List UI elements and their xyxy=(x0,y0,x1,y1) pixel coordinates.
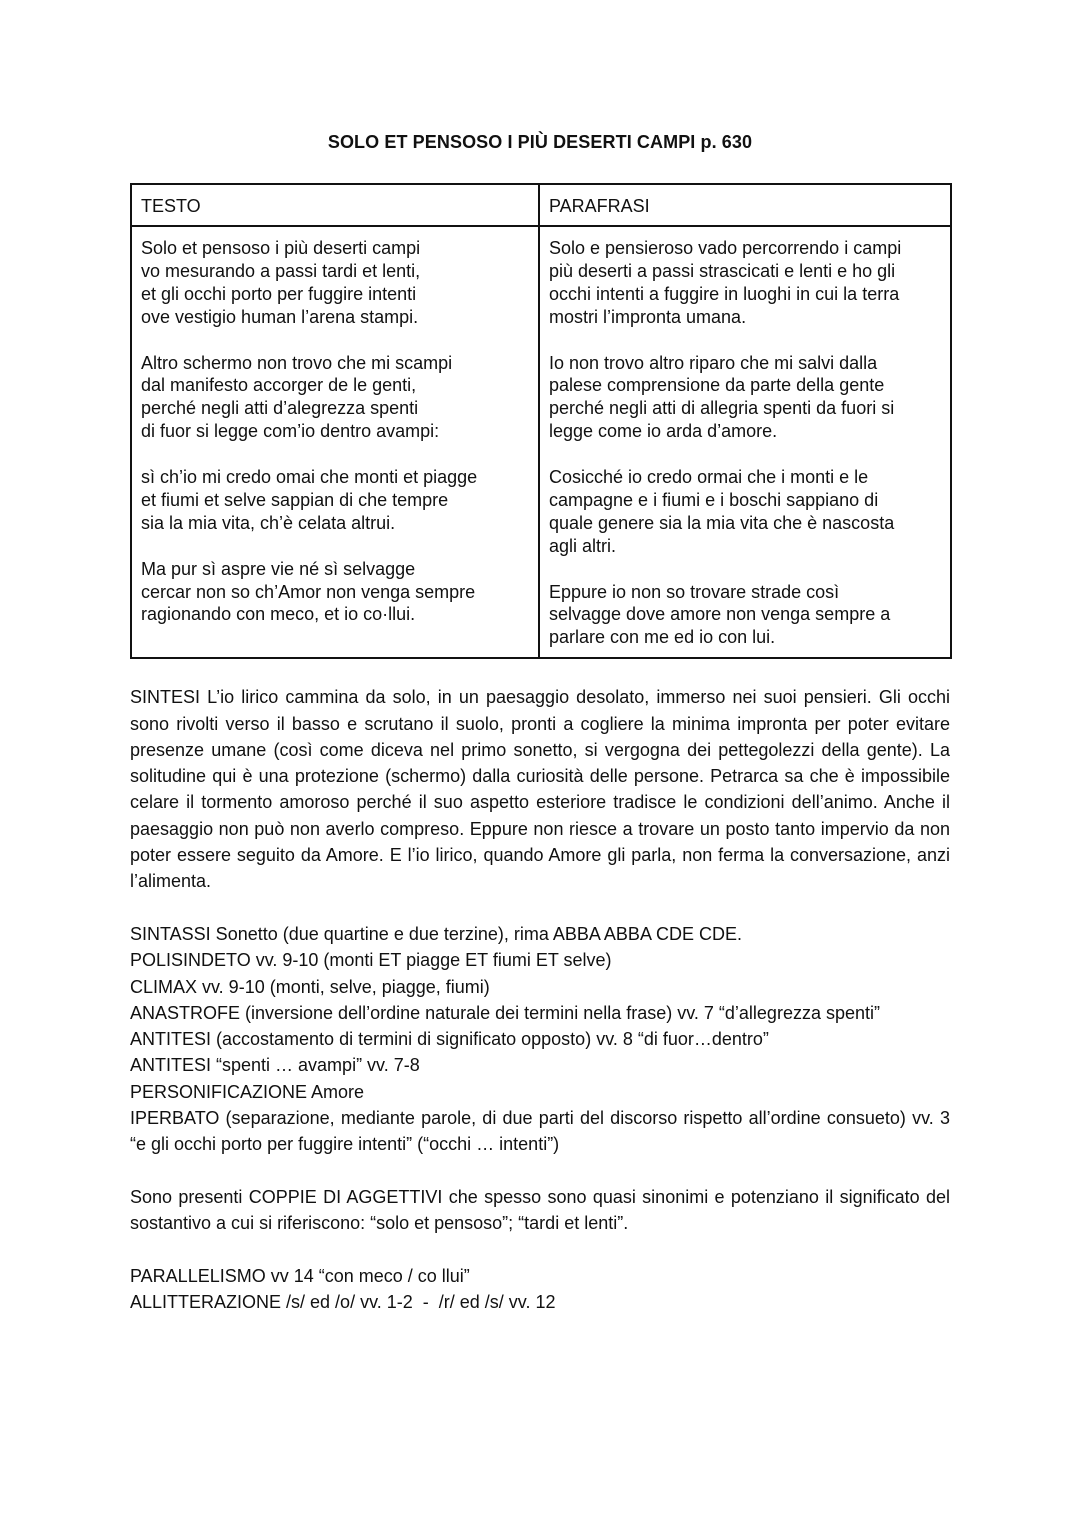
header-parafrasi: PARAFRASI xyxy=(539,184,951,226)
testo-line: Altro schermo non trovo che mi scampi xyxy=(141,352,453,373)
testo-stanza-3 xyxy=(141,466,529,558)
parafrasi-line: Eppure io non so trovare strade così xyxy=(549,581,840,602)
testo-stanza-1 xyxy=(141,237,529,329)
header-testo: TESTO xyxy=(131,184,539,226)
testo-line: Ma pur sì aspre vie né sì selvagge xyxy=(141,558,416,579)
testo-spacer xyxy=(141,535,529,558)
sintesi-paragraph: SINTESI L’io lirico cammina da solo, in un paesaggio desolato, immerso nei suoi pensieri. Gli occhi sono rivolti verso il basso e scrutano il suolo, pronti a cogliere la minima impronta per poter evitare presenze umane (così come diceva nel primo sonetto, si vergogna dei pettegolezzi della gente). La solitudine qui è una protezione (schermo) dalla curiosità delle persone. Petrarca sa che è impossibile celare il tormento amoroso perché il suo aspetto esteriore tradisce le condizioni dell’animo. Anche il paesaggio non può non averlo compreso. Eppure non riesce a trovare un posto tanto impervio da non poter essere seguito da Amore. E l’io lirico, quando Amore gli parla, non ferma la conversazione, anzi l’alimenta. xyxy=(130,687,950,892)
allitterazione-line: ALLITTERAZIONE /s/ ed /o/ vv. 1-2 - /r/ ed /s/ vv. 12 xyxy=(130,1292,556,1313)
testo-line: et gli occhi porto per fuggire intenti xyxy=(141,283,417,304)
parafrasi-line: Cosicché io credo ormai che i monti e le xyxy=(549,467,869,488)
spacer xyxy=(130,1158,950,1184)
table-body-row xyxy=(131,226,951,658)
parafrasi-line: campagne e i fiumi e i boschi sappiano di xyxy=(549,489,879,510)
coppie-paragraph: Sono presenti COPPIE DI AGGETTIVI che spesso sono quasi sinonimi e potenziano il significato del sostantivo a cui si riferiscono: “solo et pensoso”; “tardi et lenti”. xyxy=(130,1186,950,1234)
testo-line: dal manifesto accorger de le genti, xyxy=(141,375,417,396)
antitesi-line-1: ANTITESI (accostamento di termini di significato opposto) vv. 8 “di fuor…dentro” xyxy=(130,1029,769,1050)
parafrasi-line: legge come io arda d’amore. xyxy=(549,421,778,442)
table-header-row xyxy=(131,184,951,226)
parafrasi-line: più deserti a passi strascicati e lenti e ho gli xyxy=(549,260,896,281)
testo-line: perché negli atti d’alegrezza spenti xyxy=(141,398,419,419)
spacer xyxy=(130,895,950,921)
testo-stanza-4 xyxy=(141,558,529,627)
parafrasi-line: selvagge dove amore non venga sempre a xyxy=(549,604,891,625)
parafrasi-stanza-4 xyxy=(549,581,941,650)
page-title: SOLO ET PENSOSO I PIÙ DESERTI CAMPI p. 630 xyxy=(327,132,753,152)
parafrasi-stanza-3 xyxy=(549,466,941,558)
sintassi-line: SINTASSI Sonetto (due quartine e due terzine), rima ABBA ABBA CDE CDE. xyxy=(130,923,742,944)
parafrasi-line: palese comprensione da parte della gente xyxy=(549,375,885,396)
parafrasi-line: Solo e pensieroso vado percorrendo i campi xyxy=(549,238,902,258)
personificazione-line: PERSONIFICAZIONE Amore xyxy=(130,1081,365,1102)
testo-line: di fuor si legge com’io dentro avampi: xyxy=(141,421,440,442)
climax-line: CLIMAX vv. 9-10 (monti, selve, piagge, fiumi) xyxy=(130,976,490,997)
parallelismo-line: PARALLELISMO vv 14 “con meco / co llui” xyxy=(130,1265,470,1286)
poem-table xyxy=(130,183,952,659)
parafrasi-line: parlare con me ed io con lui. xyxy=(549,627,776,648)
parafrasi-line: quale genere sia la mia vita che è nascosta xyxy=(549,512,895,533)
testo-line: et fiumi et selve sappian di che tempre xyxy=(141,489,449,510)
parafrasi-line: Io non trovo altro riparo che mi salvi dalla xyxy=(549,352,878,373)
testo-line: ove vestigio human l’arena stampi. xyxy=(141,306,419,327)
parafrasi-line: occhi intenti a fuggire in luoghi in cui la terra xyxy=(549,283,900,304)
testo-stanza-2 xyxy=(141,352,529,444)
testo-line: sì ch’io mi credo omai che monti et piagge xyxy=(141,467,478,488)
testo-cell xyxy=(131,226,539,658)
parafrasi-line: mostri l’impronta umana. xyxy=(549,306,747,327)
parafrasi-stanza-1 xyxy=(549,237,941,329)
parafrasi-line: agli altri. xyxy=(549,535,617,556)
iperbato-line: IPERBATO (separazione, mediante parole, di due parti del discorso rispetto all’ordine consueto) vv. 3 “e gli occhi porto per fuggire intenti” (“occhi … intenti”) xyxy=(130,1108,950,1155)
testo-line: vo mesurando a passi tardi et lenti, xyxy=(141,260,421,281)
anastrofe-line: ANASTROFE (inversione dell’ordine naturale dei termini nella frase) vv. 7 “d’allegrezza spenti” xyxy=(130,1002,880,1023)
parafrasi-line: perché negli atti di allegria spenti da fuori si xyxy=(549,398,895,419)
testo-line: ragionando con meco, et io co·llui. xyxy=(141,604,416,625)
spacer xyxy=(130,1237,950,1263)
parafrasi-cell xyxy=(539,226,951,658)
testo-line: cercar non so ch’Amor non venga sempre xyxy=(141,581,476,602)
parafrasi-stanza-2 xyxy=(549,352,941,444)
analysis-section xyxy=(130,684,950,1315)
document-page xyxy=(130,128,950,1315)
testo-line: sia la mia vita, ch’è celata altrui. xyxy=(141,512,396,533)
testo-line: Solo et pensoso i più deserti campi xyxy=(141,238,421,258)
antitesi-line-2: ANTITESI “spenti … avampi” vv. 7-8 xyxy=(130,1055,420,1076)
polisindeto-line: POLISINDETO vv. 9-10 (monti ET piagge ET fiumi ET selve) xyxy=(130,950,612,971)
